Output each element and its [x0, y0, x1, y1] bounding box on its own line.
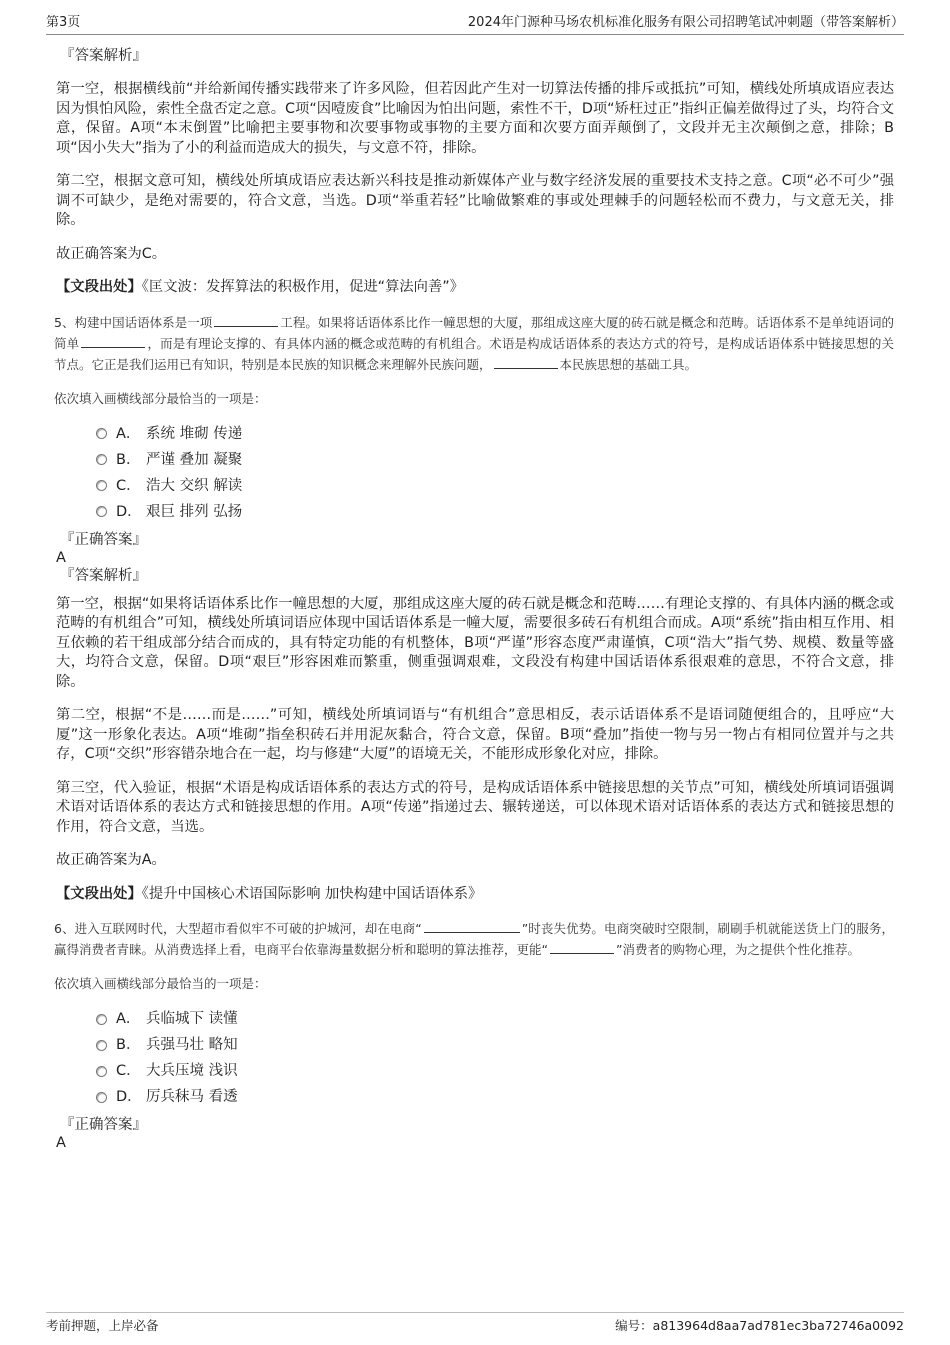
document-title: 2024年门源种马场农机标准化服务有限公司招聘笔试冲刺题（带答案解析） — [467, 15, 904, 30]
question-stem: 5、构建中国话语体系是一项 工程。如果将话语体系比作一幢思想的大厦，那组成这座大厦的砖石就是概念和范畴。话语体系不是单纯语词的简单 ，而是有理论支撑的、有具体内涵的概念或范畴的有机组合。术语是构成话语体系的表达方式的符号，是构成话语体系中链接思想的关节点。它正是我们运用已有知识，特别是本民族的知识概念来理解外民族问题， 本民族思想的基础工具。 — [54, 314, 894, 372]
page-footer — [46, 1312, 904, 1336]
option-b[interactable]: B． 严谨 叠加 凝聚 — [96, 447, 894, 473]
option-b[interactable]: B． 兵强马壮 略知 — [96, 1032, 894, 1058]
source-text: 《匡文波：发挥算法的积极作用，促进“算法向善”》 — [141, 279, 464, 295]
radio-icon[interactable] — [96, 506, 107, 517]
source-label: 【文段出处】 — [56, 885, 142, 902]
source-line — [56, 885, 894, 905]
radio-icon[interactable] — [96, 480, 107, 491]
analysis-paragraph: 第一空，根据横线前“并给新闻传播实践带来了许多风险，但若因此产生对一切算法传播的排斥或抵抗”可知，横线处所填成语应表达因为惧怕风险，索性全盘否定之意。C项“因噎废食”比喻因为怕出问题，索性不干，D项“矫枉过正”指纠正偏差做得过了头，均符合文意，保留。A项“本末倒置”比喻把主要事物和次要事物或事物的主要方面和次要方面弄颠倒了，文段并无主次颠倒之意，排除；B项“因小失大”指为了小的利益而造成大的损失，与文意不符，排除。 — [56, 81, 894, 156]
conclusion: 故正确答案为C。 — [56, 245, 167, 262]
answer-block — [56, 531, 894, 585]
radio-icon[interactable] — [96, 1040, 107, 1051]
question-prompt: 依次填入画横线部分最恰当的一项是： — [54, 390, 267, 406]
question-stem: 6、进入互联网时代，大型超市看似牢不可破的护城河，却在电商“ ”时丧失优势。电商突破时空限制，刷刷手机就能送货上门的服务，赢得消费者青睐。从消费选择上看，电商平台依靠海量数据分析和聪明的算法推荐，更能“ ”消费者的购物心理，为之提供个性化推荐。 — [54, 921, 894, 957]
analysis-paragraph: 第一空，根据“如果将话语体系比作一幢思想的大厦，那组成这座大厦的砖石就是概念和范畴……有理论支撑的、有具体内涵的概念或范畴的有机组合”可知，横线处所填词语应体现中国话语体系是一幢大厦，需要很多砖石有机组合而成。A项“系统”指由相互作用、相互依赖的若干组成部分结合而成的，具有特定功能的有机整体，B项“严谨”形容态度严肃谨慎，C项“浩大”指气势、规模、数量等盛大，均符合文意，保留。D项“艰巨”形容困难而繁重，侧重强调艰难，文段没有构建中国话语体系很艰难的意思，不符合文意，排除。 — [56, 595, 894, 690]
option-list — [96, 1006, 894, 1110]
fill-blank — [494, 356, 558, 369]
fill-blank — [424, 920, 520, 933]
option-a[interactable]: A． 兵临城下 读懂 — [96, 1006, 894, 1032]
source-label: 【文段出处】 — [56, 279, 142, 295]
document-id: 编号：a813964d8aa7ad781ec3ba72746a0092 — [615, 1318, 904, 1333]
fill-blank — [550, 941, 614, 954]
radio-icon[interactable] — [96, 1014, 107, 1025]
answer-block — [56, 1116, 894, 1152]
analysis-label: 『答案解析』 — [60, 48, 147, 64]
radio-icon[interactable] — [96, 1092, 107, 1103]
radio-icon[interactable] — [96, 454, 107, 465]
analysis-paragraph: 第二空，根据文意可知，横线处所填成语应表达新兴科技是推动新媒体产业与数字经济发展的重要技术支持之意。C项“必不可少”强调不可缺少，是绝对需要的，符合文意，当选。D项“举重若轻”比喻做繁难的事或处理棘手的问题轻松而不费力，与文意无关，排除。 — [56, 173, 894, 228]
option-a[interactable]: A． 系统 堆砌 传递 — [96, 421, 894, 447]
page-content — [56, 44, 894, 1162]
option-c[interactable]: C． 浩大 交织 解读 — [96, 473, 894, 499]
source-text: 《提升中国核心术语国际影响 加快构建中国话语体系》 — [141, 885, 483, 902]
option-d[interactable]: D． 艰巨 排列 弘扬 — [96, 499, 894, 525]
source-line — [56, 278, 894, 298]
radio-icon[interactable] — [96, 1066, 107, 1077]
radio-icon[interactable] — [96, 428, 107, 439]
page-header — [46, 14, 904, 35]
fill-blank — [214, 314, 278, 327]
answer-label: 『正确答案』 — [60, 1117, 147, 1133]
option-list — [96, 421, 894, 525]
analysis-paragraph: 第三空，代入验证，根据“术语是构成话语体系的表达方式的符号，是构成话语体系中链接思想的关节点”可知，横线处所填词语强调术语对话语体系的表达方式和链接思想的作用。A项“传递”指递过去、辗转递送，可以体现术语对话语体系的表达方式和链接思想的作用，符合文意，当选。 — [56, 779, 894, 835]
page-number: 第3页 — [46, 15, 81, 30]
option-d[interactable]: D． 厉兵秣马 看透 — [96, 1084, 894, 1110]
footer-slogan: 考前押题，上岸必备 — [46, 1318, 159, 1333]
analysis-label: 『答案解析』 — [60, 567, 147, 584]
option-c[interactable]: C． 大兵压境 浅识 — [96, 1058, 894, 1084]
conclusion: 故正确答案为A。 — [56, 852, 166, 868]
question-prompt: 依次填入画横线部分最恰当的一项是： — [54, 976, 267, 991]
fill-blank — [81, 335, 145, 348]
answer-label: 『正确答案』 — [60, 531, 147, 548]
analysis-paragraph: 第二空，根据“不是……而是……”可知，横线处所填词语与“有机组合”意思相反，表示话语体系不是语词随便组合的，且呼应“大厦”这一形象化表达。A项“堆砌”指垒积砖石并用泥灰黏合，符合文意，保留。B项“叠加”指使一物与另一物占有相同位置并与之共存，C项“交织”形容错杂地合在一起，均与修建“大厦”的语境无关，不能形成形象化对应，排除。 — [56, 707, 894, 762]
answer-value: A — [56, 549, 66, 566]
answer-value: A — [56, 1135, 66, 1151]
